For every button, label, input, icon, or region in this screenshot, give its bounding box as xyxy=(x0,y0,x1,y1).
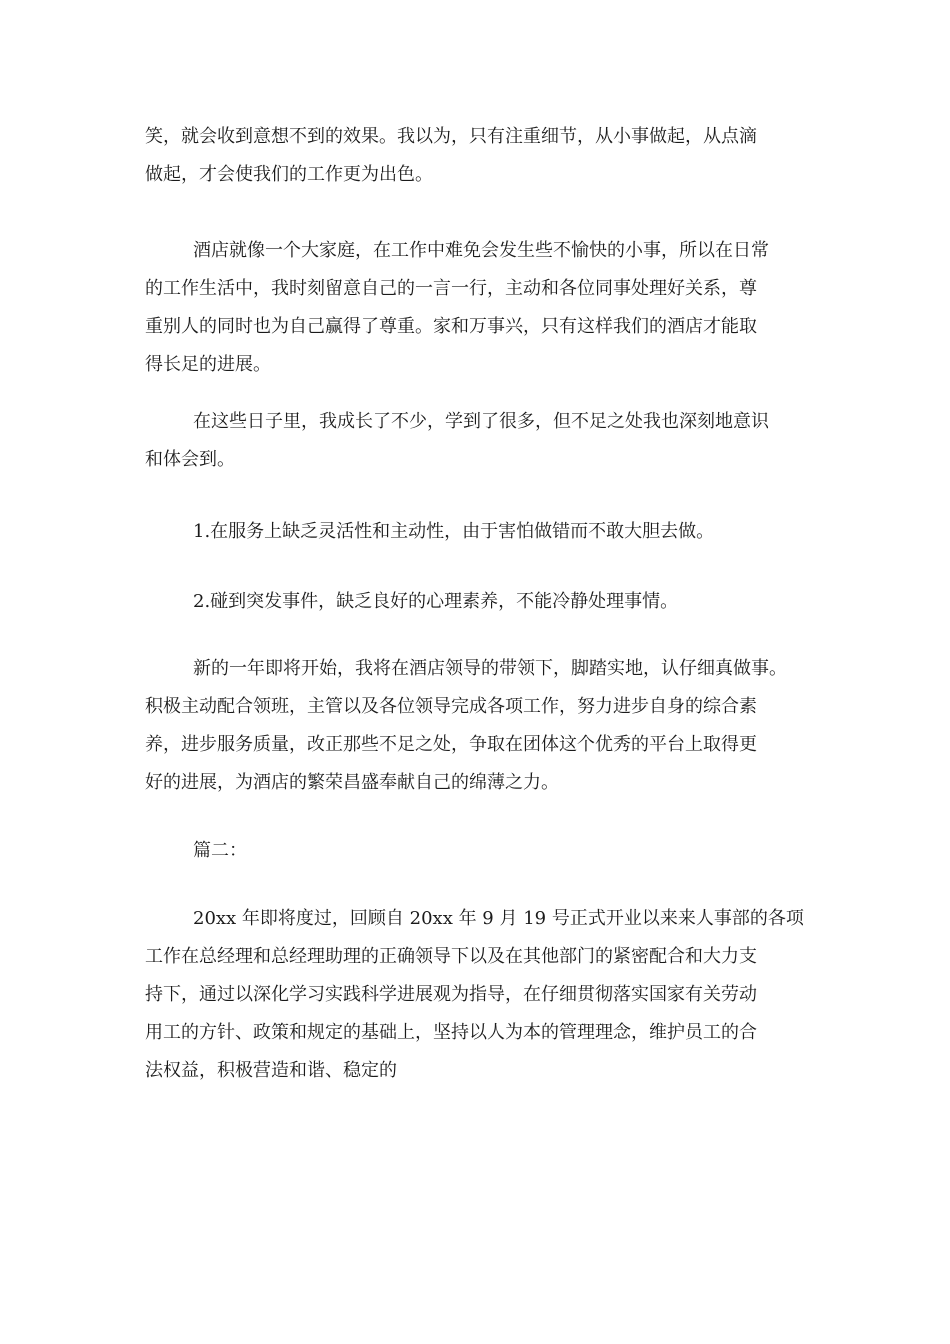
list-item-1 xyxy=(145,513,815,551)
text-line: 在这些日子里，我成长了不少，学到了很多，但不足之处我也深刻地意识 xyxy=(193,411,769,432)
list-item-2 xyxy=(145,583,815,621)
paragraph-1 xyxy=(145,118,815,194)
text-line: 的工作生活中，我时刻留意自己的一言一行，主动和各位同事处理好关系，尊 xyxy=(145,278,757,299)
paragraph-3 xyxy=(145,403,815,479)
text-line: 持下，通过以深化学习实践科学进展观为指导，在仔细贯彻落实国家有关劳动 xyxy=(145,984,757,1005)
paragraph-5 xyxy=(145,900,815,1090)
text-line: 用工的方针、政策和规定的基础上，坚持以人为本的管理理念，维护员工的合 xyxy=(145,1022,757,1043)
text-line: 酒店就像一个大家庭，在工作中难免会发生些不愉快的小事，所以在日常 xyxy=(193,240,769,261)
text-line: 和体会到。 xyxy=(145,449,235,470)
text-line: 工作在总经理和总经理助理的正确领导下以及在其他部门的紧密配合和大力支 xyxy=(145,946,757,967)
section-heading xyxy=(145,832,815,870)
text-line: 法权益，积极营造和谐、稳定的 xyxy=(145,1060,397,1081)
text-line: 篇二： xyxy=(193,840,247,861)
paragraph-4 xyxy=(145,650,815,802)
text-line: 得长足的进展。 xyxy=(145,354,271,375)
text-line: 重别人的同时也为自己赢得了尊重。家和万事兴，只有这样我们的酒店才能取 xyxy=(145,316,757,337)
text-line: 做起，才会使我们的工作更为出色。 xyxy=(145,164,433,185)
text-line: 2.碰到突发事件，缺乏良好的心理素养，不能冷静处理事情。 xyxy=(193,591,679,612)
text-line: 笑，就会收到意想不到的效果。我以为，只有注重细节，从小事做起，从点滴 xyxy=(145,126,757,147)
paragraph-2 xyxy=(145,232,815,384)
text-line: 新的一年即将开始，我将在酒店领导的带领下，脚踏实地，认仔细真做事。 xyxy=(193,658,787,679)
text-line: 积极主动配合领班，主管以及各位领导完成各项工作，努力进步自身的综合素 xyxy=(145,696,757,717)
text-line: 1.在服务上缺乏灵活性和主动性，由于害怕做错而不敢大胆去做。 xyxy=(193,521,715,542)
text-line: 养，进步服务质量，改正那些不足之处，争取在团体这个优秀的平台上取得更 xyxy=(145,734,757,755)
text-line: 20xx 年即将度过，回顾自 20xx 年 9 月 19 号正式开业以来来人事部的各项 xyxy=(193,908,804,929)
text-line: 好的进展，为酒店的繁荣昌盛奉献自己的绵薄之力。 xyxy=(145,772,559,793)
